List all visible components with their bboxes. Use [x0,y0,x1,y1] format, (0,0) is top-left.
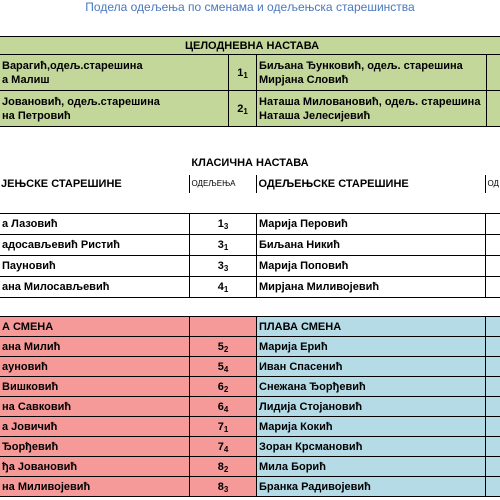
empty-cell [487,91,500,127]
full-day-header: ЦЕЛОДНЕВНА НАСТАВА [0,37,500,55]
empty-cell [487,55,500,91]
teacher-name: а Јовичић [0,417,190,437]
teacher-name: Марија Перовић [257,214,486,235]
classic-table [0,213,500,298]
classic-header: КЛАСИЧНА НАСТАВА [191,157,309,169]
class-number: $5_4$ [190,357,257,377]
full-day-left-cell [0,55,229,91]
class-number: $7_4$ [190,437,257,457]
teacher-name: ана Милосављевић [0,277,190,298]
teacher-name: Снежана Ђорђевић [257,377,486,397]
teacher-name: Мирјана Миливојевић [257,277,486,298]
class-number: $6_2$ [190,377,257,397]
empty-cell [486,457,500,477]
class-number: $1_3$ [190,214,257,235]
teacher-name: Варагић,одељ.старешина [2,59,143,72]
class-number: $3_3$ [190,256,257,277]
teacher-name: Мирјана Словић [259,73,349,86]
full-day-left-cell [0,91,229,127]
teacher-name: ђа Јовановић [0,457,190,477]
teacher-name: на Петровић [2,109,71,122]
teacher-name: адосављевић Ристић [0,235,190,256]
teacher-name: ауновић [0,357,190,377]
blue-shift-header: ПЛАВА СМЕНА [257,317,486,337]
teacher-name: Мила Борић [257,457,486,477]
teacher-name: Ђорђевић [0,437,190,457]
teacher-name: Биљана Ђунковић, одељ. старешина [259,59,463,72]
empty-cell [486,337,500,357]
red-shift-header: А СМЕНА [0,317,190,337]
column-header: ОДЕЉЕЊА [189,175,256,193]
empty-cell [486,277,500,298]
empty-cell [190,317,257,337]
class-number: $2_1$ [229,91,257,127]
teacher-name: на Миливојевић [0,477,190,497]
teacher-name: Бранка Радивојевић [257,477,486,497]
teacher-name: Лидија Стојановић [257,397,486,417]
teacher-name: а Лазовић [0,214,190,235]
teacher-name: на Савковић [0,397,190,417]
class-number: $6_4$ [190,397,257,417]
empty-cell [486,437,500,457]
empty-cell [486,317,500,337]
empty-cell [486,357,500,377]
class-number: $7_1$ [190,417,257,437]
teacher-name: Пауновић [0,256,190,277]
teacher-name: Вишковић [0,377,190,397]
page-title: Подела одељења по сменама и одељењска старешинства [85,0,415,14]
classic-column-headers [0,175,500,193]
empty-cell [486,417,500,437]
teacher-name: Иван Спасенић [257,357,486,377]
full-day-right-cell [257,91,487,127]
empty-cell [486,235,500,256]
class-number: $3_1$ [190,235,257,256]
teacher-name: Зоран Крсмановић [257,437,486,457]
teacher-name: Марија Поповић [257,256,486,277]
teacher-name: Јовановић, одељ.старешина [2,95,160,108]
class-number: $4_1$ [190,277,257,298]
teacher-name: Марија Кокић [257,417,486,437]
empty-cell [486,477,500,497]
teacher-name: Наташа Миловановић, одељ. старешина [259,95,481,108]
empty-cell [486,377,500,397]
class-number: $8_3$ [190,477,257,497]
empty-cell [486,397,500,417]
teacher-name: ана Милић [0,337,190,357]
teacher-name: Наташа Јелесијевић [259,109,371,122]
teacher-name: а Малиш [2,73,50,86]
full-day-right-cell [257,55,487,91]
shift-table [0,316,500,497]
column-header: ЈЕЊСКЕ СТАРЕШИНЕ [0,175,189,193]
class-number: $8_2$ [190,457,257,477]
teacher-name: Марија Ерић [257,337,486,357]
column-header: ОДЕЉЕЊСКЕ СТАРЕШИНЕ [256,175,485,193]
empty-cell [486,214,500,235]
full-day-table [0,36,500,127]
empty-cell [486,256,500,277]
class-number: $5_2$ [190,337,257,357]
column-header: ОД [485,175,500,193]
teacher-name: Биљана Никић [257,235,486,256]
class-number: $1_1$ [229,55,257,91]
